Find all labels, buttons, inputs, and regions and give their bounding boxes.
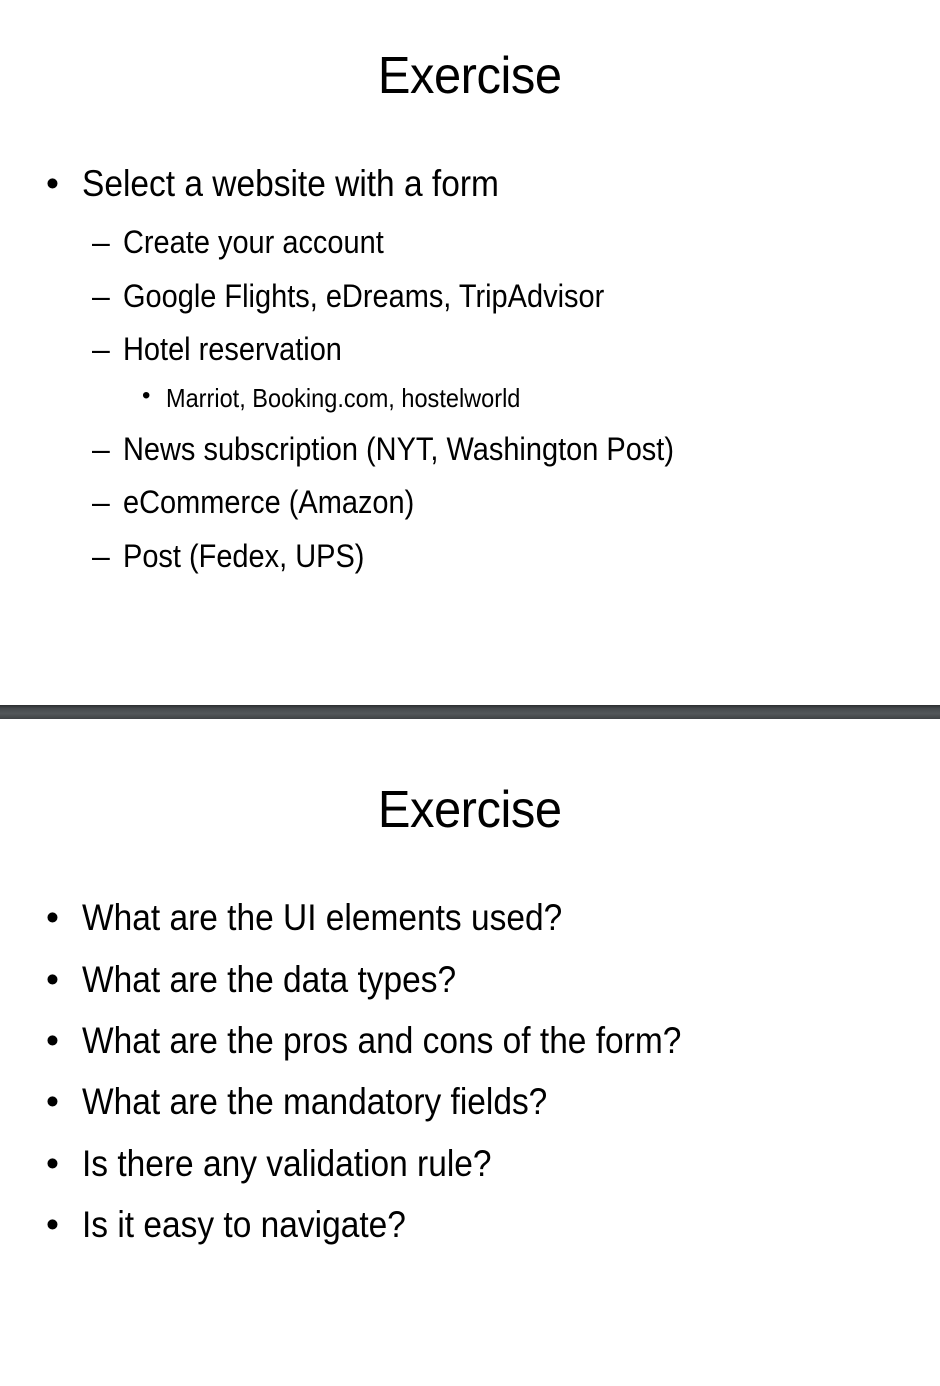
dash-icon: – — [92, 331, 110, 367]
dash-icon: – — [92, 431, 110, 467]
slide-2 — [0, 719, 940, 1386]
slide-title — [0, 47, 940, 105]
bullet-dot-icon: • — [46, 897, 59, 938]
bullet-text: eCommerce (Amazon) — [123, 484, 415, 520]
bullet-text: Google Flights, eDreams, TripAdvisor — [123, 278, 605, 314]
bullet-text: Is there any validation rule? — [82, 1143, 492, 1184]
slide-separator — [0, 705, 940, 719]
bullet-item — [46, 1081, 596, 1122]
dash-icon: – — [92, 538, 110, 574]
bullet-item — [46, 1204, 440, 1245]
bullet-text: News subscription (NYT, Washington Post) — [123, 431, 674, 467]
bullet-text: Hotel reservation — [123, 331, 342, 367]
dash-icon: – — [92, 278, 110, 314]
bullet-dot-icon: • — [46, 1020, 59, 1061]
slide-title — [0, 781, 940, 839]
bullet-text: Post (Fedex, UPS) — [123, 538, 365, 574]
dash-icon: – — [92, 484, 110, 520]
bullet-text: Marriot, Booking.com, hostelworld — [166, 383, 521, 413]
bullet-item — [46, 163, 543, 204]
slide-title-text: Exercise — [378, 47, 562, 105]
bullet-dot-icon: • — [142, 382, 151, 409]
bullet-item — [46, 897, 613, 938]
bullet-text: Select a website with a form — [82, 163, 499, 204]
sub-bullet-item — [92, 278, 655, 314]
sub-bullet-item — [92, 484, 445, 520]
bullet-text: Is it easy to navigate? — [82, 1204, 406, 1245]
bullet-text: What are the pros and cons of the form? — [82, 1020, 682, 1061]
sub-bullet-item — [92, 224, 411, 260]
bullet-text: What are the mandatory fields? — [82, 1081, 548, 1122]
bullet-dot-icon: • — [46, 959, 59, 1000]
bullet-item — [46, 959, 495, 1000]
bullet-item — [46, 1143, 535, 1184]
dash-icon: – — [92, 224, 110, 260]
bullet-dot-icon: • — [46, 1143, 59, 1184]
bullet-text: Create your account — [123, 224, 384, 260]
bullet-text: What are the data types? — [82, 959, 457, 1000]
slide-title-text: Exercise — [378, 781, 562, 839]
bullet-text: What are the UI elements used? — [82, 897, 563, 938]
sub-bullet-item — [92, 331, 365, 367]
sub-bullet-item — [92, 431, 732, 467]
bullet-dot-icon: • — [46, 163, 59, 204]
bullet-dot-icon: • — [46, 1081, 59, 1122]
sub-sub-bullet-item — [142, 382, 558, 413]
bullet-item — [46, 1020, 744, 1061]
sub-bullet-item — [92, 538, 390, 574]
bullet-dot-icon: • — [46, 1204, 59, 1245]
